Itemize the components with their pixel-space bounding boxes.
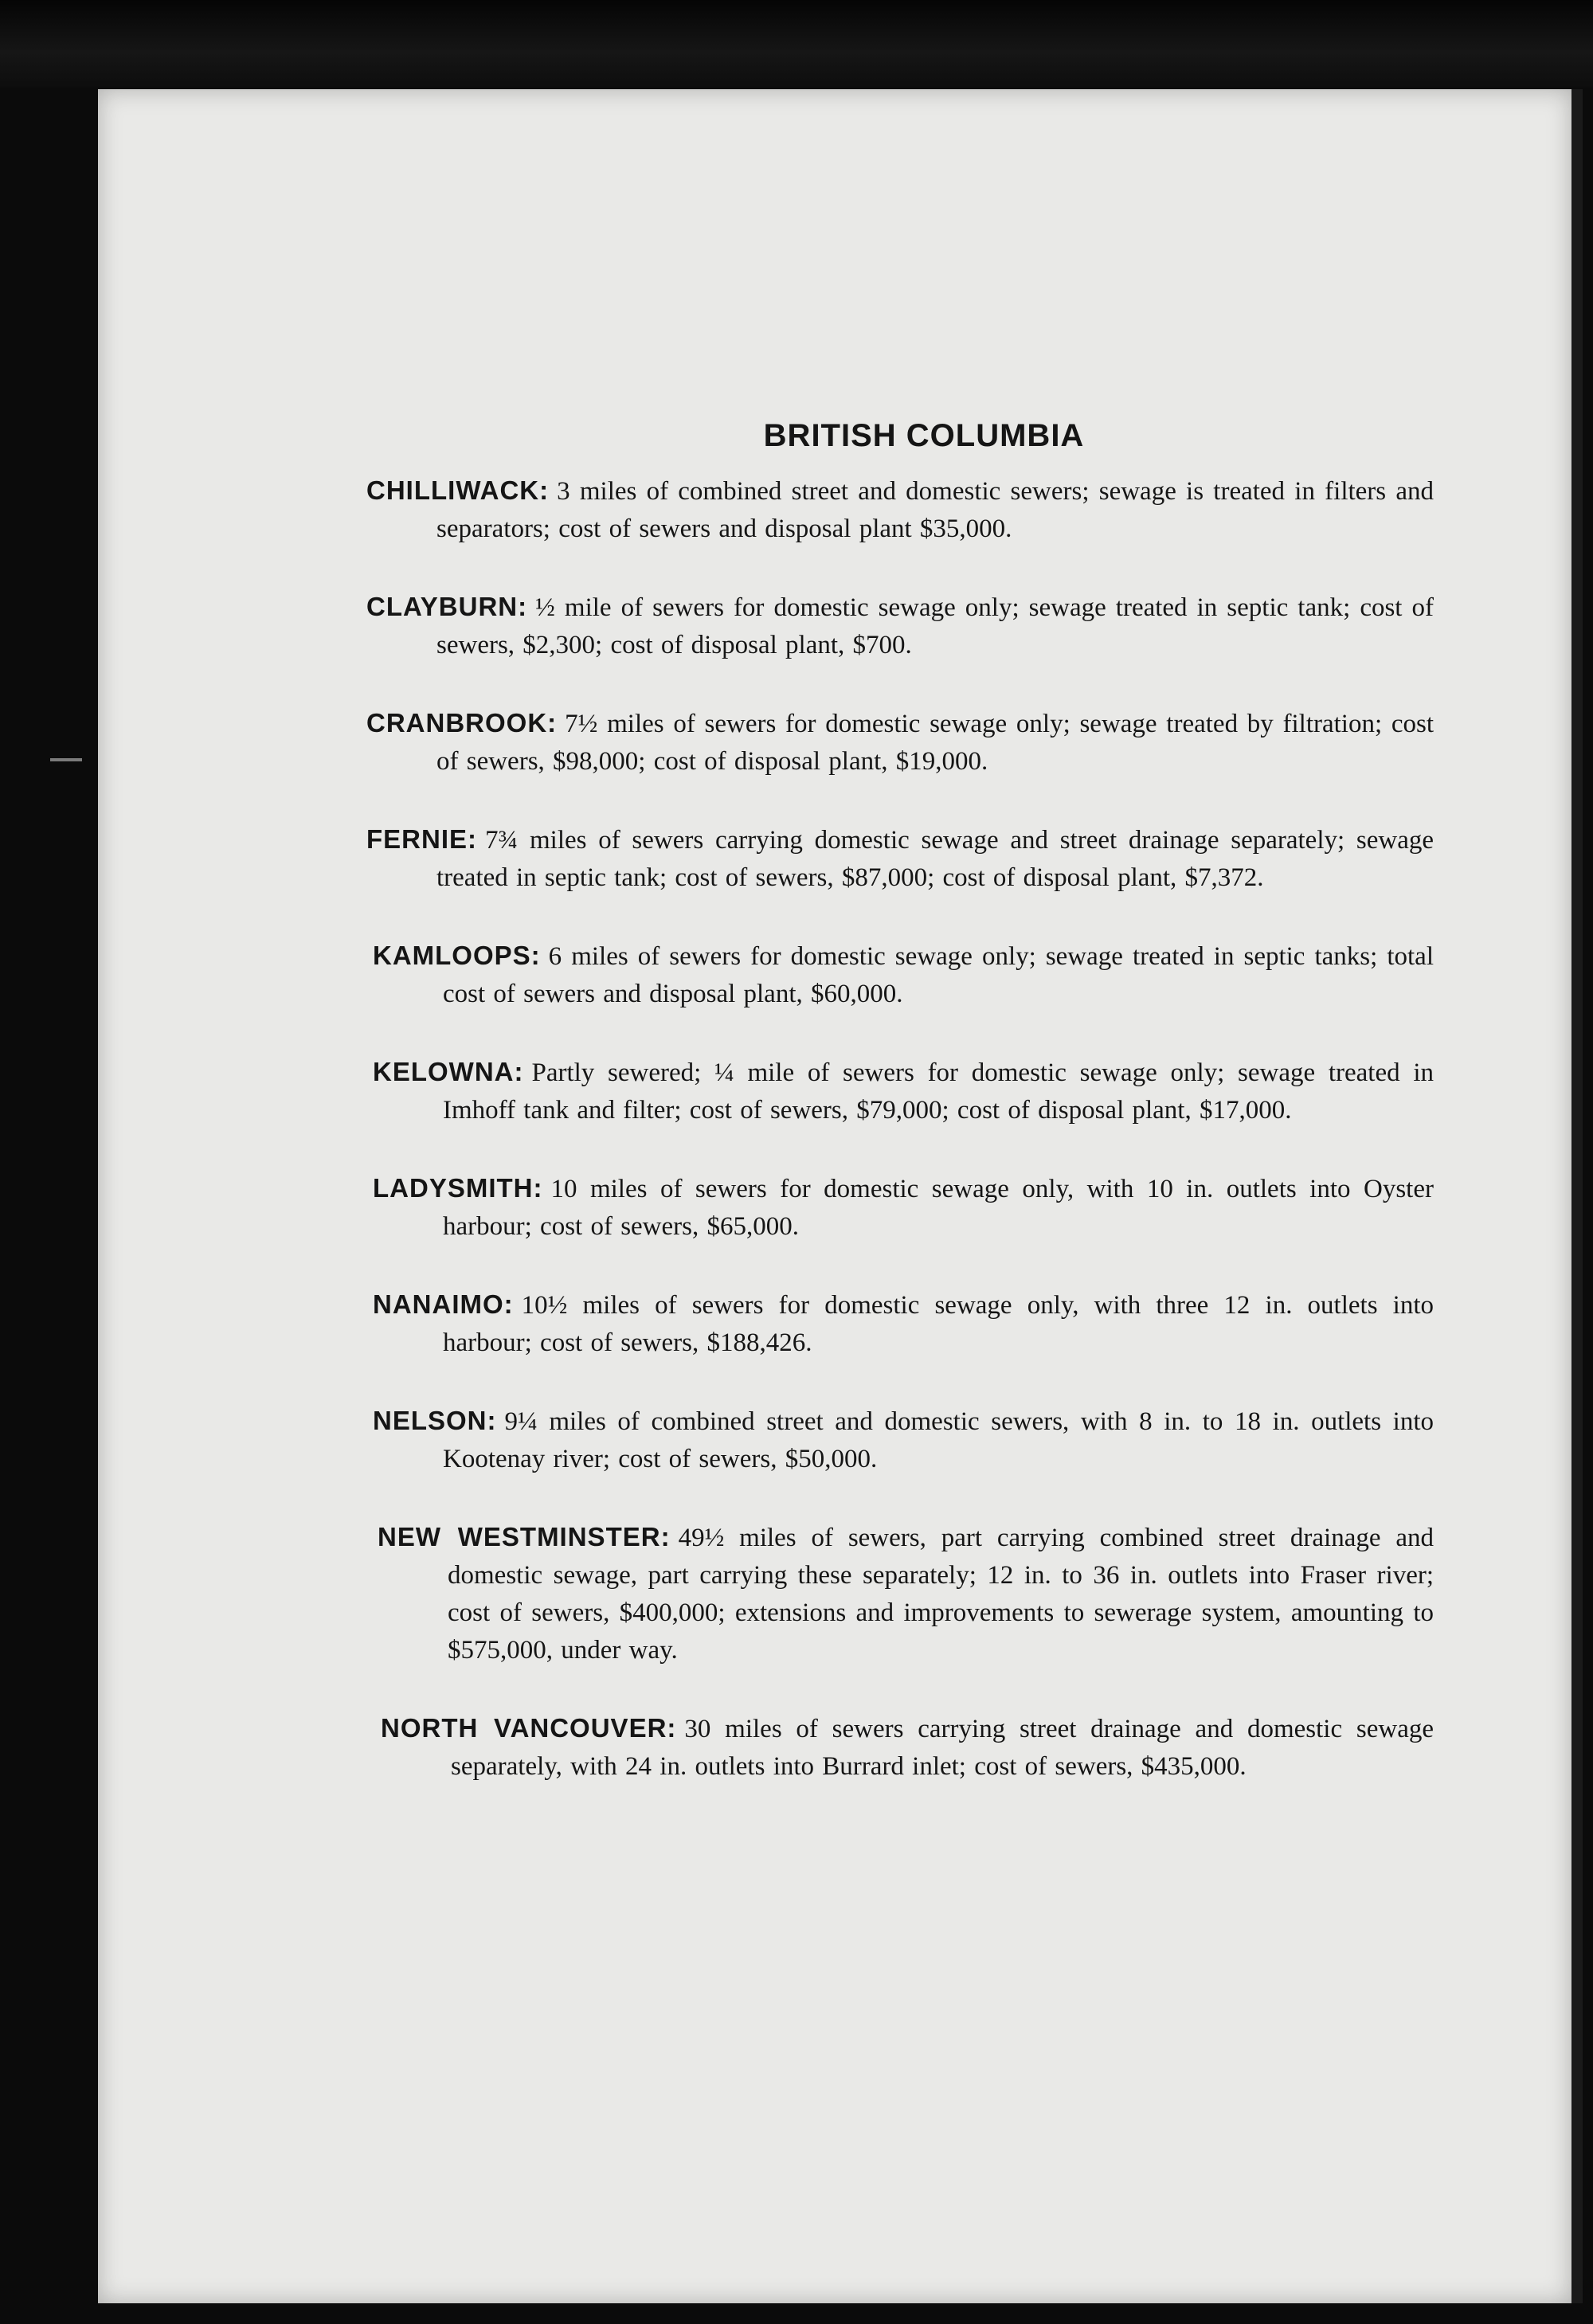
page-title: BRITISH COLUMBIA [763,418,1085,453]
entry-name: LADYSMITH: [373,1173,543,1203]
entry-text: 49½ miles of sewers, part carrying combined street drainage and domestic sewage, part carrying these separately; 12 in. to 36 in. outlets into Fraser river; cost of sewers, $400,000; extensions and improvements to sewerage system, amounting to $575,000, under way. [448,1524,1434,1665]
entry-nanaimo [373,1285,1434,1362]
entry-name: CLAYBURN: [366,592,528,621]
entry-text: 30 miles of sewers carrying street drainage and domestic sewage separately, with 24 in. outlets into Burrard inlet; cost of sewers, $435,000. [451,1715,1434,1781]
entry-name: KAMLOOPS: [373,941,541,970]
page-right-edge [1571,89,1583,2303]
scan-speck [50,758,82,761]
entry-text: 10½ miles of sewers for domestic sewage only, with three 12 in. outlets into harbour; cost of sewers, $188,426. [443,1291,1434,1357]
page-content [366,418,1434,1825]
entry-name: NORTH VANCOUVER: [381,1713,677,1743]
entry-text: 6 miles of sewers for domestic sewage only; sewage treated in septic tanks; total cost of sewers and disposal plant, $60,000. [443,942,1434,1008]
entry-nelson [373,1402,1434,1478]
entry-name: NELSON: [373,1406,497,1435]
entry-text: 3 miles of combined street and domestic sewers; sewage is treated in filters and separators; cost of sewers and disposal plant $35,000. [436,477,1434,543]
film-top-band [0,0,1593,88]
entry-ladysmith [373,1169,1434,1246]
entry-name: NEW WESTMINSTER: [378,1522,671,1551]
entry-text: ½ mile of sewers for domestic sewage only; sewage treated in septic tank; cost of sewers, $2,300; cost of disposal plant, $700. [436,593,1434,659]
entry-text: 10 miles of sewers for domestic sewage only, with 10 in. outlets into Oyster harbour; cost of sewers, $65,000. [443,1175,1434,1241]
entry-name: NANAIMO: [373,1289,514,1319]
entry-text: Partly sewered; ¼ mile of sewers for domestic sewage only; sewage treated in Imhoff tank and filter; cost of sewers, $79,000; cost of disposal plant, $17,000. [443,1058,1434,1125]
entry-chilliwack [366,471,1434,548]
entry-fernie [366,820,1434,897]
entry-north-vancouver [381,1709,1434,1786]
entry-name: FERNIE: [366,824,477,854]
entry-kamloops [373,937,1434,1013]
entry-text: 9¼ miles of combined street and domestic sewers, with 8 in. to 18 in. outlets into Kootenay river; cost of sewers, $50,000. [443,1407,1434,1473]
entry-new-westminster [378,1518,1434,1669]
entry-cranbrook [366,704,1434,781]
entry-clayburn [366,588,1434,664]
entry-kelowna [373,1053,1434,1129]
entry-name: CRANBROOK: [366,708,558,737]
entry-text: 7¾ miles of sewers carrying domestic sewage and street drainage separately; sewage treated in septic tank; cost of sewers, $87,000; cost of disposal plant, $7,372. [436,826,1434,892]
entry-name: CHILLIWACK: [366,475,550,505]
entry-name: KELOWNA: [373,1057,524,1086]
entry-text: 7½ miles of sewers for domestic sewage only; sewage treated by filtration; cost of sewers, $98,000; cost of disposal plant, $19,000. [436,710,1434,776]
